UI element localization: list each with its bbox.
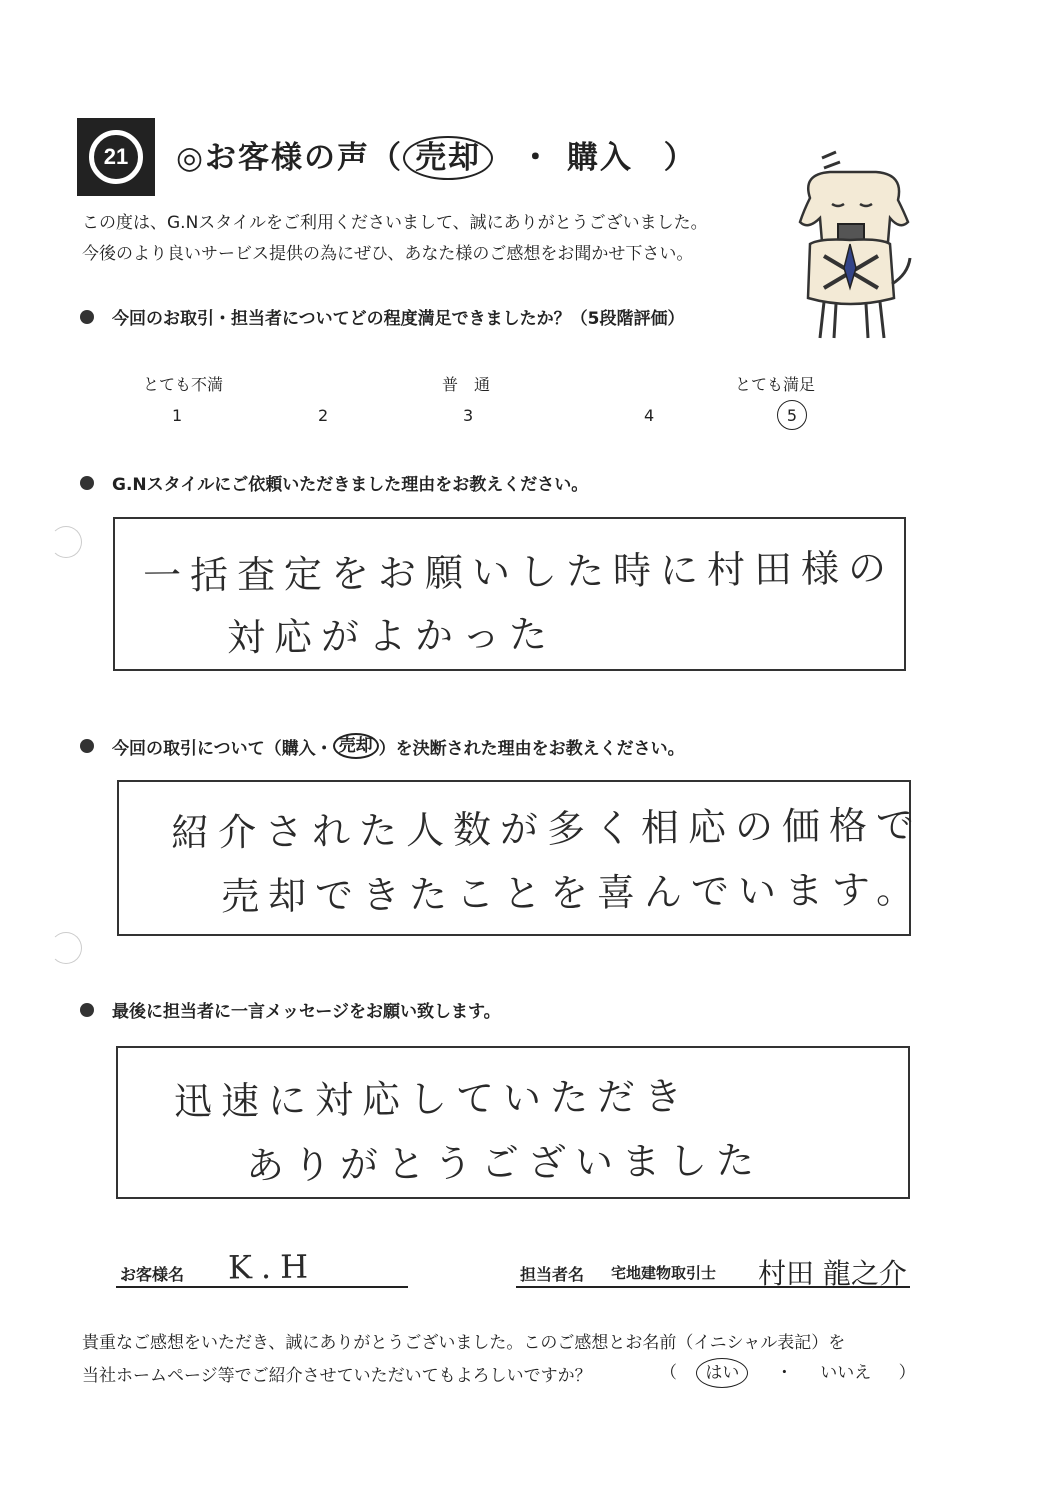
intro-line-2: 今後のより良いサービス提供の為にぜひ、あなた様のご感想をお聞かせ下さい。	[82, 244, 694, 264]
customer-name-label: お客様名	[120, 1265, 185, 1284]
logo-text: 21	[89, 130, 143, 184]
question-4-text: 最後に担当者に一言メッセージをお願い致します。	[112, 1002, 501, 1022]
question-3-selected-option: 売却	[333, 733, 379, 759]
bullet-icon	[80, 310, 94, 324]
scale-label-mid: 普 通	[442, 375, 491, 394]
question-3-text-before: 今回の取引について（購入・	[112, 738, 333, 759]
question-3-text-after: ）を決断された理由をお教えください。	[378, 738, 685, 759]
paren-open: （	[660, 1363, 677, 1383]
question-4	[80, 997, 501, 1022]
scale-option-5-selected[interactable]: 5	[777, 400, 807, 430]
answer-box-3[interactable]	[117, 780, 924, 936]
answer-2-line-1: 一括査定をお願いした時に村田様の	[142, 546, 896, 598]
scale-option-4[interactable]: 4	[644, 406, 655, 425]
title-prefix: ◎お客様の声（	[176, 140, 404, 176]
answer-2-line-2: 対応がよかった	[226, 612, 557, 660]
footer-line-1: 貴重なご感想をいただき、誠にありがとうございました。このご感想とお名前（イニシャル表記）を	[82, 1333, 846, 1353]
intro-line-1: この度は、G.Nスタイルをご利用くださいまして、誠にありがとうございました。	[82, 213, 708, 233]
question-1-text: 今回のお取引・担当者についてどの程度満足できましたか？（5段階評価）	[112, 309, 685, 329]
agent-name-label: 担当者名	[520, 1265, 585, 1284]
answer-box-2[interactable]	[113, 517, 906, 671]
scale-option-2[interactable]: 2	[318, 406, 329, 425]
scale-option-1[interactable]: 1	[172, 406, 183, 425]
answer-4-line-1: 迅速に対応していただき	[173, 1074, 692, 1124]
bullet-icon	[80, 739, 94, 753]
answer-3-line-1: 紹介された人数が多く相応の価格で	[170, 803, 924, 855]
binder-hole-mark	[50, 526, 82, 558]
customer-name-value[interactable]: K.H	[227, 1247, 318, 1287]
title-separator: ・	[519, 140, 553, 176]
binder-hole-mark	[50, 932, 82, 964]
paren-close: ）	[898, 1363, 916, 1383]
question-3	[80, 733, 685, 759]
question-2-text: G.Nスタイルにご依頼いただきました理由をお教えください。	[112, 475, 589, 495]
consent-yes-selected[interactable]: はい	[696, 1358, 748, 1388]
customer-name-underline	[116, 1286, 408, 1288]
footer-line-2: 当社ホームページ等でご紹介させていただいてもよろしいですか？	[82, 1366, 592, 1386]
consent-no[interactable]: いいえ	[820, 1363, 872, 1383]
option-sell-selected: 売却	[403, 136, 493, 180]
answer-box-4[interactable]	[116, 1046, 910, 1199]
agent-title: 宅地建物取引士	[611, 1264, 717, 1282]
dog-mascot-icon	[780, 138, 920, 343]
answer-4-line-2: ありがとうございました	[245, 1138, 764, 1188]
option-buy: 購入	[566, 140, 633, 176]
scale-label-high: とても満足	[735, 375, 816, 394]
agent-name-underline	[516, 1286, 910, 1288]
consent-separator: ・	[775, 1363, 793, 1383]
bullet-icon	[80, 1003, 94, 1017]
page-title	[176, 132, 697, 180]
answer-3-line-2: 売却できたことを喜んでいます。	[220, 867, 924, 919]
agent-name: 村田 龍之介	[758, 1257, 907, 1290]
consent-options	[660, 1358, 916, 1388]
question-2	[80, 470, 588, 495]
bullet-icon	[80, 476, 94, 490]
scale-label-low: とても不満	[143, 375, 224, 394]
century21-logo	[77, 118, 155, 196]
scale-option-3[interactable]: 3	[463, 406, 474, 425]
question-1	[80, 304, 685, 329]
title-suffix: ）	[663, 140, 697, 176]
